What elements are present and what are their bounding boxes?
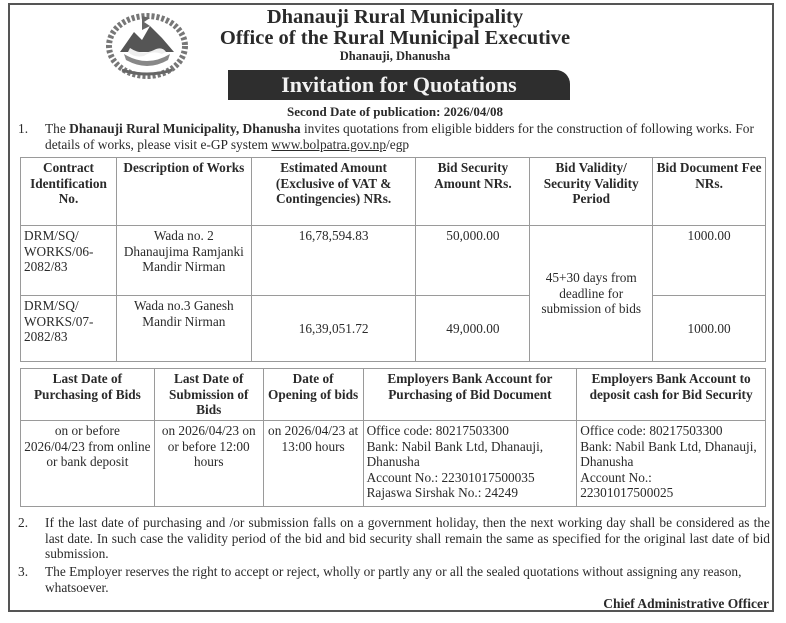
- description-cell: Wada no. 2 Dhanaujima Ramjanki Mandir Nirman: [116, 226, 251, 296]
- header-description: Description of Works: [116, 158, 251, 226]
- bid-security-cell: 50,000.00: [416, 226, 530, 296]
- signatory-title: Chief Administrative Officer: [603, 596, 769, 611]
- intro-text: [45, 121, 770, 152]
- estimated-amount-cell: 16,78,594.83: [251, 226, 416, 296]
- bid-security-cell: 49,000.00: [416, 296, 530, 362]
- opening-date-cell: on 2026/04/23 at 13:00 hours: [263, 421, 363, 507]
- intro-paragraph: [18, 121, 770, 152]
- item-number: 2.: [18, 515, 29, 530]
- note-text: If the last date of purchasing and /or submission falls on a government holiday, then the next working day shall be considered as the last date. In such case the validity period of the bid and bid security shall remain the same as specified for the original last date of bid submission.: [45, 515, 770, 561]
- municipality-name: Dhanauji Rural Municipality, Dhanusha: [69, 121, 301, 136]
- header-validity: Bid Validity/ Security Validity Period: [530, 158, 653, 226]
- bank-name: Bank: Nabil Bank Ltd, Dhanauji, Dhanusha: [580, 438, 757, 469]
- notice-title-banner: Invitation for Quotations: [228, 70, 570, 100]
- note-holiday: [18, 515, 770, 562]
- works-table: [20, 157, 766, 362]
- dates-table: [20, 368, 766, 507]
- document-fee-cell: 1000.00: [653, 226, 766, 296]
- egp-link[interactable]: www.bolpatra.gov.np: [271, 136, 387, 152]
- office-name: Office of the Rural Municipal Executive: [219, 27, 571, 49]
- table-row: [21, 421, 766, 507]
- header-purchase-account: Employers Bank Account for Purchasing of Bid Document: [363, 369, 577, 421]
- contract-id-cell: DRM/SQ/ WORKS/06-2082/83: [21, 226, 117, 296]
- table-row: [21, 226, 766, 296]
- estimated-amount-cell: 16,39,051.72: [251, 296, 416, 362]
- header-purchase-deadline: Last Date of Purchasing of Bids: [21, 369, 155, 421]
- security-account-cell: [577, 421, 766, 507]
- rajaswa-number: Rajaswa Sirshak No.: 24249: [366, 485, 518, 500]
- works-table-header: [21, 158, 766, 226]
- account-label: Account No.:: [580, 469, 652, 485]
- purchase-account-cell: [363, 421, 577, 507]
- validity-period-cell: 45+30 days from deadline for submission of bids: [530, 226, 653, 362]
- organization-name: Dhanauji Rural Municipality: [266, 6, 524, 28]
- office-location: Dhanauji, Dhanusha: [339, 49, 451, 63]
- header-security-account: Employers Bank Account to deposit cash for Bid Security: [577, 369, 766, 421]
- publication-date: Second Date of publication: 2026/04/08: [287, 104, 503, 119]
- office-code: Office code: 80217503300: [366, 423, 509, 438]
- document-fee-cell: 1000.00: [653, 296, 766, 362]
- purchase-deadline-cell: on or before 2026/04/23 from online or bank deposit: [21, 421, 155, 507]
- dates-table-header: [21, 369, 766, 421]
- item-number: 1.: [18, 121, 29, 136]
- account-number: Account No.: 22301017500035: [366, 469, 535, 485]
- header-bid-security: Bid Security Amount NRs.: [416, 158, 530, 226]
- submission-deadline-cell: on 2026/04/23 on or before 12:00 hours: [154, 421, 263, 507]
- office-code: Office code: 80217503300: [580, 423, 723, 438]
- table-row: [21, 296, 766, 362]
- header-contract-id: Contract Identification No.: [21, 158, 117, 226]
- note-rights: [18, 564, 770, 595]
- header-opening-date: Date of Opening of bids: [263, 369, 363, 421]
- header-submission-deadline: Last Date of Submission of Bids: [154, 369, 263, 421]
- bank-name: Bank: Nabil Bank Ltd, Dhanauji, Dhanusha: [366, 438, 544, 469]
- description-cell: Wada no.3 Ganesh Mandir Nirman: [116, 296, 251, 362]
- egp-link-suffix: /egp: [386, 136, 410, 152]
- header-document-fee: Bid Document Fee NRs.: [653, 158, 766, 226]
- intro-text-start: The: [45, 121, 70, 136]
- note-text: The Employer reserves the right to accept or reject, wholly or partly any or all the sealed quotations without assigning any reason, whatsoever.: [45, 564, 742, 595]
- contract-id-cell: DRM/SQ/ WORKS/07-2082/83: [21, 296, 117, 362]
- account-number: 22301017500025: [580, 485, 674, 500]
- item-number: 3.: [18, 564, 29, 579]
- intro-text-body: invites quotations from eligible bidders for the construction of following works. For details of works, please visit e-GP system: [45, 121, 754, 152]
- header-estimated-amount: Estimated Amount (Exclusive of VAT & Contingencies) NRs.: [251, 158, 416, 226]
